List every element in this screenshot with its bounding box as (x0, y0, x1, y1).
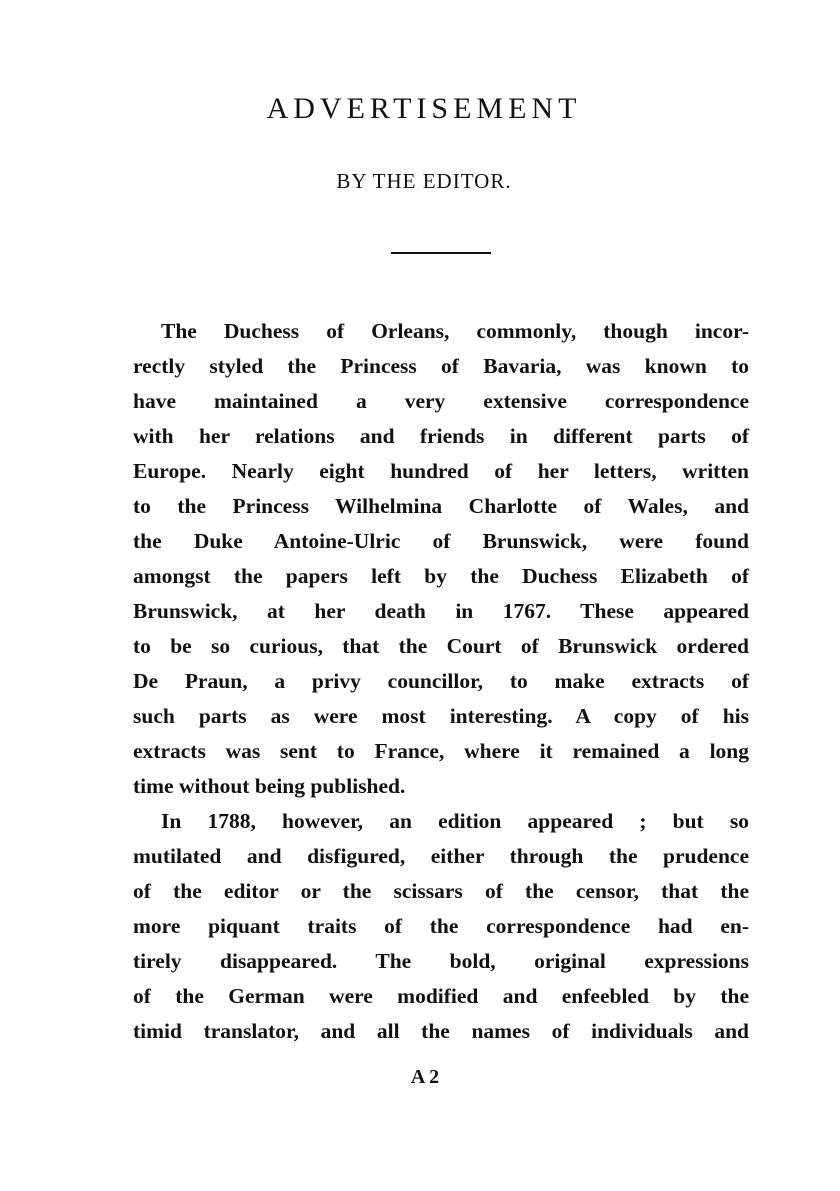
text-line: to be so curious, that the Court of Brunswick ordered (133, 634, 749, 658)
text-line: Europe. Nearly eight hundred of her letters, written (133, 459, 749, 483)
text-line: In 1788, however, an edition appeared ; but so (161, 809, 749, 833)
text-line: the Duke Antoine-Ulric of Brunswick, were found (133, 529, 749, 553)
text-line: time without being published. (133, 774, 406, 798)
text-line: of the editor or the scissars of the censor, that the (133, 879, 749, 903)
text-line: to the Princess Wilhelmina Charlotte of Wales, and (133, 494, 749, 518)
page-signature: A 2 (410, 1066, 440, 1088)
text-line: tirely disappeared. The bold, original expressions (133, 949, 749, 973)
title-divider (391, 252, 491, 254)
text-line: The Duchess of Orleans, commonly, though incor- (161, 319, 749, 343)
text-line: De Praun, a privy councillor, to make extracts of (133, 669, 749, 693)
text-line: such parts as were most interesting. A copy of his (133, 704, 749, 728)
text-line: timid translator, and all the names of individuals and (133, 1019, 749, 1043)
body-text (133, 314, 749, 1049)
text-line: Brunswick, at her death in 1767. These appeared (133, 599, 749, 623)
page-subtitle: BY THE EDITOR. (336, 169, 512, 193)
page-title: ADVERTISEMENT (266, 92, 582, 125)
text-line: amongst the papers left by the Duchess Elizabeth of (133, 564, 749, 588)
text-line: have maintained a very extensive correspondence (133, 389, 749, 413)
text-line: with her relations and friends in different parts of (133, 424, 749, 448)
text-line: rectly styled the Princess of Bavaria, was known to (133, 354, 749, 378)
text-line: more piquant traits of the correspondence had en- (133, 914, 749, 938)
text-line: mutilated and disfigured, either through the prudence (133, 844, 749, 868)
text-line: extracts was sent to France, where it remained a long (133, 739, 749, 763)
text-line: of the German were modified and enfeebled by the (133, 984, 749, 1008)
